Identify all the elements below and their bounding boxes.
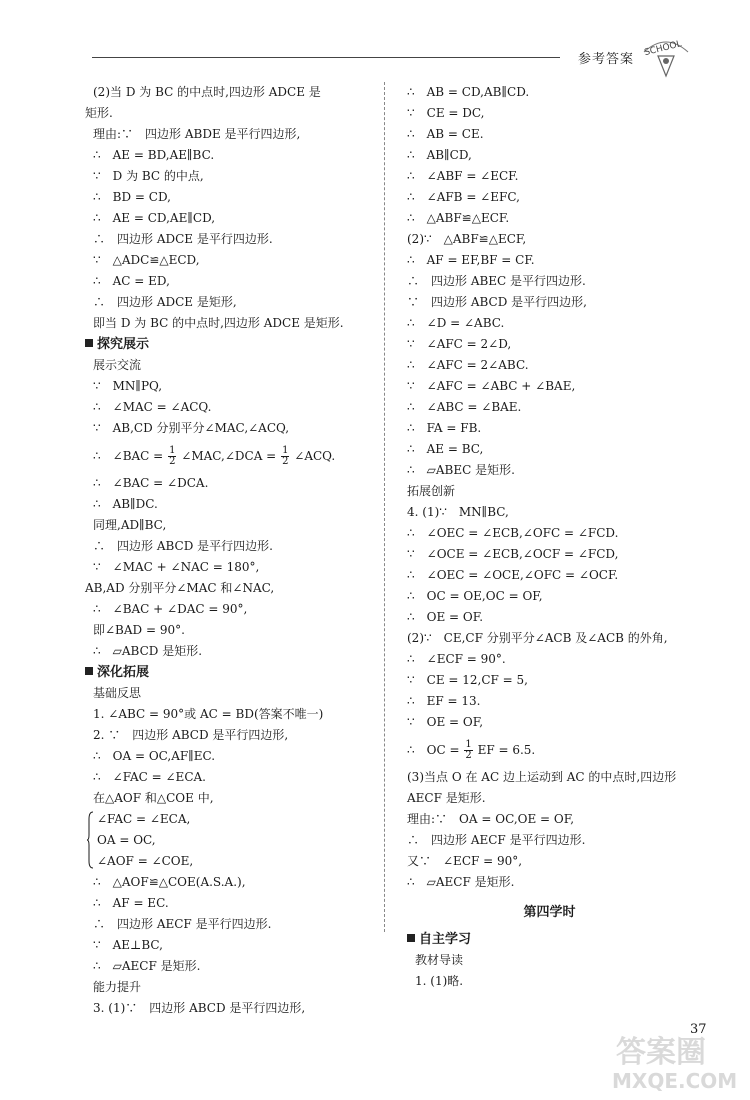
- text-line: ∴ AF = EF,BF = CF.: [407, 253, 535, 267]
- text-line: ∵ △ADC≌△ECD,: [93, 253, 200, 267]
- right-column: [407, 82, 692, 992]
- section-title-deepen: 深化拓展: [85, 662, 377, 683]
- fraction: $\frac{1}{2}$: [169, 445, 176, 467]
- text-line: (2)∵ △ABF≌△ECF,: [407, 232, 527, 246]
- lesson-title: 第四学时: [523, 905, 576, 920]
- text-line: ∵ ∠OCE = ∠ECB,∠OCF = ∠FCD,: [407, 547, 619, 561]
- text-line: (2)当 D 为 BC 的中点时,四边形 ADCE 是: [93, 85, 321, 99]
- text-line: ∴ AB∥DC.: [93, 497, 158, 511]
- text-line: 理由:∵ 四边形 ABDE 是平行四边形,: [93, 127, 301, 141]
- text-line: ∵ ∠AFC = ∠ABC + ∠BAE,: [407, 379, 576, 393]
- text-line: ∴ ∠ABF = ∠ECF.: [407, 169, 519, 183]
- text-line: ∴ AB = CE.: [407, 127, 484, 141]
- fraction-line: ∴ ∠BAC = $\frac{1}{2}$ ∠MAC,∠DCA = $\frac{1}{2}$ ∠ACQ.: [93, 445, 336, 467]
- text-line: ∴ ∠MAC = ∠ACQ.: [93, 400, 212, 414]
- text-line: ∴ ∠BAC + ∠DAC = 90°,: [93, 602, 248, 616]
- text-line: ∵ AE⊥BC,: [93, 938, 163, 952]
- subsection-title: 展示交流: [93, 358, 142, 372]
- text-line: ∴ OA = OC,AF∥EC.: [93, 749, 216, 763]
- section-title-explore: 探究展示: [85, 334, 377, 355]
- left-brace-icon: [87, 811, 94, 869]
- text-line: 1. ∠ABC = 90°或 AC = BD(答案不唯一): [93, 707, 324, 721]
- fraction: $\frac{1}{2}$: [465, 739, 472, 761]
- left-column: [85, 82, 377, 1019]
- text-line: ∵ MN∥PQ,: [93, 379, 163, 393]
- fraction-line: ∴ OC = $\frac{1}{2}$ EF = 6.5.: [407, 739, 536, 761]
- text-line: ∴ 四边形 AECF 是平行四边形.: [93, 917, 272, 931]
- text-line: AB,AD 分别平分∠MAC 和∠NAC,: [85, 581, 275, 595]
- text-line: 2. ∵ 四边形 ABCD 是平行四边形,: [93, 728, 289, 742]
- page-number: 37: [690, 1022, 707, 1037]
- text-line: ∴ ▱AECF 是矩形.: [93, 959, 201, 973]
- text-line: ∴ AC = ED,: [93, 274, 170, 288]
- text-line: ∵ D 为 BC 的中点,: [93, 169, 204, 183]
- text-line: ∴ ∠FAC = ∠ECA.: [93, 770, 206, 784]
- section-title-self-study: 自主学习: [407, 929, 692, 950]
- text-line: 在△AOF 和△COE 中,: [93, 791, 214, 805]
- text-line: ∴ AE = BC,: [407, 442, 484, 456]
- text-line: 即当 D 为 BC 的中点时,四边形 ADCE 是矩形.: [93, 316, 344, 330]
- text-line: 4. (1)∵ MN∥BC,: [407, 505, 509, 519]
- header-rule: [92, 57, 560, 58]
- text-line: ∠FAC = ∠ECA,: [97, 812, 191, 826]
- text-line: ∵ OE = OF,: [407, 715, 484, 729]
- text-line: ∴ △ABF≌△ECF.: [407, 211, 510, 225]
- text-line: ∴ AE = BD,AE∥BC.: [93, 148, 215, 162]
- text-line: 1. (1)略.: [415, 974, 464, 988]
- section-marker-icon: [407, 934, 415, 942]
- text-line: ∴ ∠AFC = 2∠ABC.: [407, 358, 529, 372]
- text-line: ∴ FA = FB.: [407, 421, 482, 435]
- text-line: 矩形.: [85, 106, 113, 120]
- school-logo-icon: [636, 30, 696, 80]
- text-line: ∴ AF = EC.: [93, 896, 169, 910]
- text-line: ∴ ∠ABC = ∠BAE.: [407, 400, 522, 414]
- text-line: ∴ ▱ABEC 是矩形.: [407, 463, 515, 477]
- text-line: ∴ OE = OF.: [407, 610, 484, 624]
- watermark-url: MXQE.COM: [612, 1069, 738, 1093]
- brace-group: [85, 809, 377, 872]
- text-line: ∴ ▱ABCD 是矩形.: [93, 644, 203, 658]
- text-line: ∵ AB,CD 分别平分∠MAC,∠ACQ,: [93, 421, 290, 435]
- text-line: ∴ 四边形 AECF 是平行四边形.: [407, 833, 586, 847]
- text-line: ∴ AB∥CD,: [407, 148, 472, 162]
- watermark-text: 答案圈: [616, 1035, 706, 1070]
- text-line: ∵ 四边形 ABCD 是平行四边形,: [407, 295, 587, 309]
- subsection-title: 能力提升: [93, 980, 142, 994]
- text-line: ∴ ∠AFB = ∠EFC,: [407, 190, 520, 204]
- text-line: ∴ AB = CD,AB∥CD.: [407, 85, 530, 99]
- text-line: OA = OC,: [97, 833, 156, 847]
- watermark-logo: [608, 1028, 738, 1094]
- text-line: ∴ ∠D = ∠ABC.: [407, 316, 505, 330]
- text-line: ∵ ∠MAC + ∠NAC = 180°,: [93, 560, 260, 574]
- text-line: ∴ ∠ECF = 90°.: [407, 652, 506, 666]
- text-line: 同理,AD∥BC,: [93, 518, 167, 532]
- text-line: 理由:∵ OA = OC,OE = OF,: [407, 812, 575, 826]
- text-line: 又∵ ∠ECF = 90°,: [407, 854, 523, 868]
- paragraph: (3)当点 O 在 AC 边上运动到 AC 的中点时,四边形 AECF 是矩形.: [407, 770, 677, 805]
- subsection-title: 教材导读: [415, 953, 464, 967]
- text-line: ∴ △AOF≌△COE(A.S.A.),: [93, 875, 246, 889]
- text-line: ∴ ∠OEC = ∠OCE,∠OFC = ∠OCF.: [407, 568, 619, 582]
- logo-text: SCHOOL: [643, 39, 683, 59]
- text-line: ∴ 四边形 ADCE 是矩形,: [93, 295, 237, 309]
- subsection-title: 拓展创新: [407, 484, 456, 498]
- subsection-title: 基础反思: [93, 686, 142, 700]
- text-line: ∴ OC = OE,OC = OF,: [407, 589, 543, 603]
- text-line: ∵ CE = 12,CF = 5,: [407, 673, 528, 687]
- text-line: ∵ CE = DC,: [407, 106, 485, 120]
- section-marker-icon: [85, 667, 93, 675]
- text-line: ∴ ∠BAC = ∠DCA.: [93, 476, 209, 490]
- text-line: ∴ ∠OEC = ∠ECB,∠OFC = ∠FCD.: [407, 526, 619, 540]
- paragraph: (2)∵ CE,CF 分别平分∠ACB 及∠ACB 的外角,: [407, 631, 668, 645]
- fraction: $\frac{1}{2}$: [282, 445, 289, 467]
- text-line: ∴ 四边形 ADCE 是平行四边形.: [93, 232, 273, 246]
- text-line: ∴ BD = CD,: [93, 190, 171, 204]
- text-line: ∴ EF = 13.: [407, 694, 481, 708]
- text-line: 即∠BAD = 90°.: [93, 623, 185, 637]
- text-line: ∴ AE = CD,AE∥CD,: [93, 211, 216, 225]
- header-title: 参考答案: [578, 52, 635, 67]
- text-line: 3. (1)∵ 四边形 ABCD 是平行四边形,: [93, 1001, 306, 1015]
- text-line: ∴ ▱AECF 是矩形.: [407, 875, 515, 889]
- text-line: ∵ ∠AFC = 2∠D,: [407, 337, 512, 351]
- text-line: ∠AOF = ∠COE,: [97, 854, 194, 868]
- text-line: ∴ 四边形 ABEC 是平行四边形.: [407, 274, 586, 288]
- text-line: ∴ 四边形 ABCD 是平行四边形.: [93, 539, 273, 553]
- section-marker-icon: [85, 339, 93, 347]
- column-divider: [384, 82, 385, 932]
